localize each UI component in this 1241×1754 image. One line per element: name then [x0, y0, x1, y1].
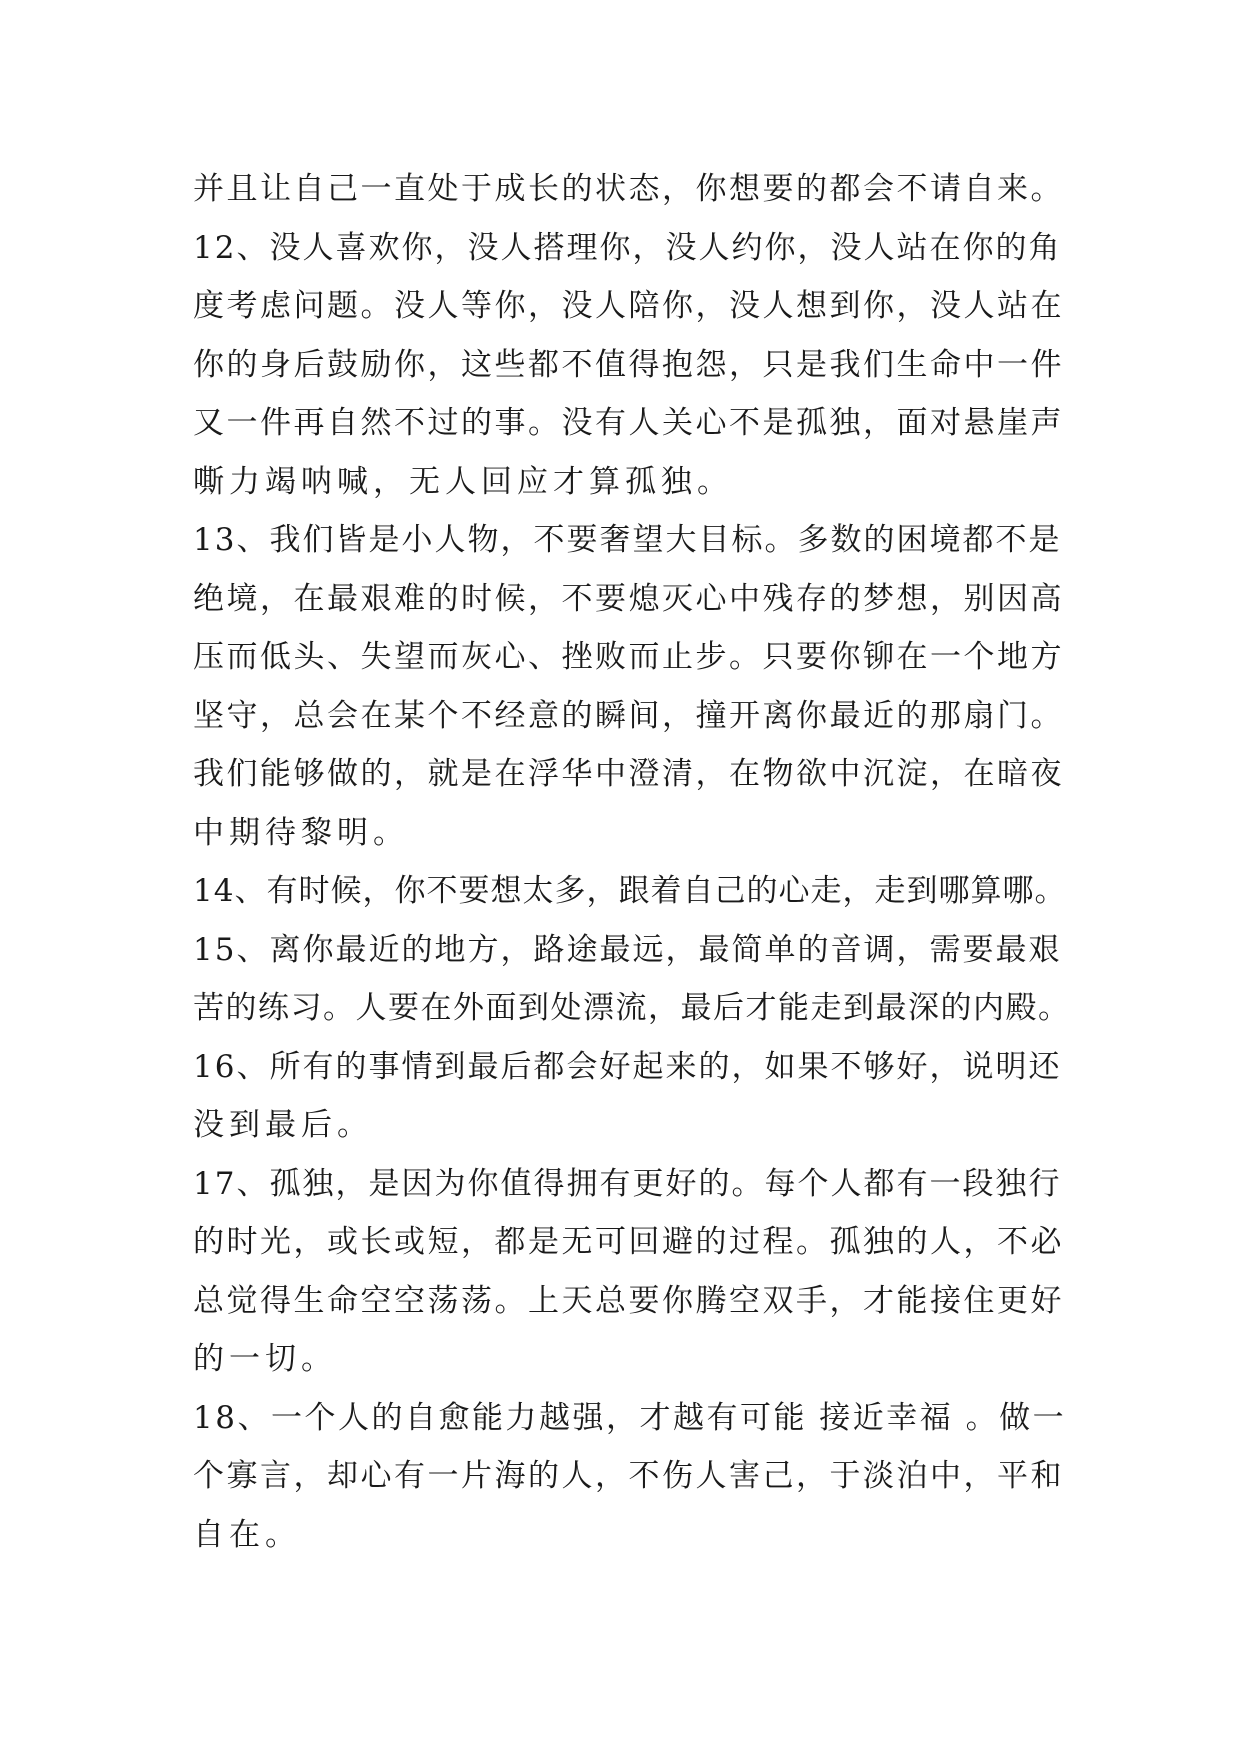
text-line: 压而低头、失望而灰心、挫败而止步。只要你铆在一个地方	[193, 639, 1064, 675]
text-line: 13、我们皆是小人物，不要奢望大目标。多数的困境都不是	[193, 522, 1062, 558]
text-line: 度考虑问题。没人等你，没人陪你，没人想到你，没人站在	[193, 288, 1064, 324]
text-line: 苦的练习。人要在外面到处漂流，最后才能走到最深的内殿。	[193, 990, 1071, 1026]
text-line: 17、孤独，是因为你值得拥有更好的。每个人都有一段独行	[193, 1165, 1062, 1202]
text-line: 15、离你最近的地方，路途最远，最简单的音调，需要最艰	[193, 931, 1062, 968]
text-line: 并且让自己一直处于成长的状态，你想要的都会不请自来。	[193, 171, 1064, 207]
text-line: 总觉得生命空空荡荡。上天总要你腾空双手，才能接住更好	[193, 1282, 1064, 1319]
text-line: 没到最后。	[193, 1107, 373, 1143]
text-line: 个寡言，却心有一片海的人，不伤人害己，于淡泊中，平和	[193, 1458, 1064, 1494]
text-line: 嘶力竭呐喊，无人回应才算孤独。	[193, 463, 733, 500]
text-line: 又一件再自然不过的事。没有人关心不是孤独，面对悬崖声	[193, 405, 1064, 441]
text-line: 14、有时候，你不要想太多，跟着自己的心走，走到哪算哪。	[193, 873, 1067, 909]
text-line: 18、一个人的自愈能力越强，才越有可能 接近幸福 。做一	[193, 1399, 1067, 1436]
text-line: 12、没人喜欢你，没人搭理你，没人约你，没人站在你的角	[193, 229, 1062, 266]
text-line: 坚守，总会在某个不经意的瞬间，撞开离你最近的那扇门。	[193, 697, 1064, 734]
text-line: 中期待黎明。	[193, 814, 409, 851]
text-line: 你的身后鼓励你，这些都不值得抱怨，只是我们生命中一件	[193, 346, 1064, 383]
text-line: 绝境，在最艰难的时候，不要熄灭心中残存的梦想，别因高	[193, 580, 1064, 617]
document-body	[193, 160, 1073, 1564]
text-line: 自在。	[193, 1516, 301, 1553]
text-line: 16、所有的事情到最后都会好起来的，如果不够好，说明还	[193, 1048, 1062, 1085]
text-line: 的一切。	[193, 1341, 337, 1377]
text-line: 我们能够做的，就是在浮华中澄清，在物欲中沉淀，在暗夜	[193, 756, 1064, 792]
text-line: 的时光，或长或短，都是无可回避的过程。孤独的人，不必	[193, 1224, 1064, 1260]
